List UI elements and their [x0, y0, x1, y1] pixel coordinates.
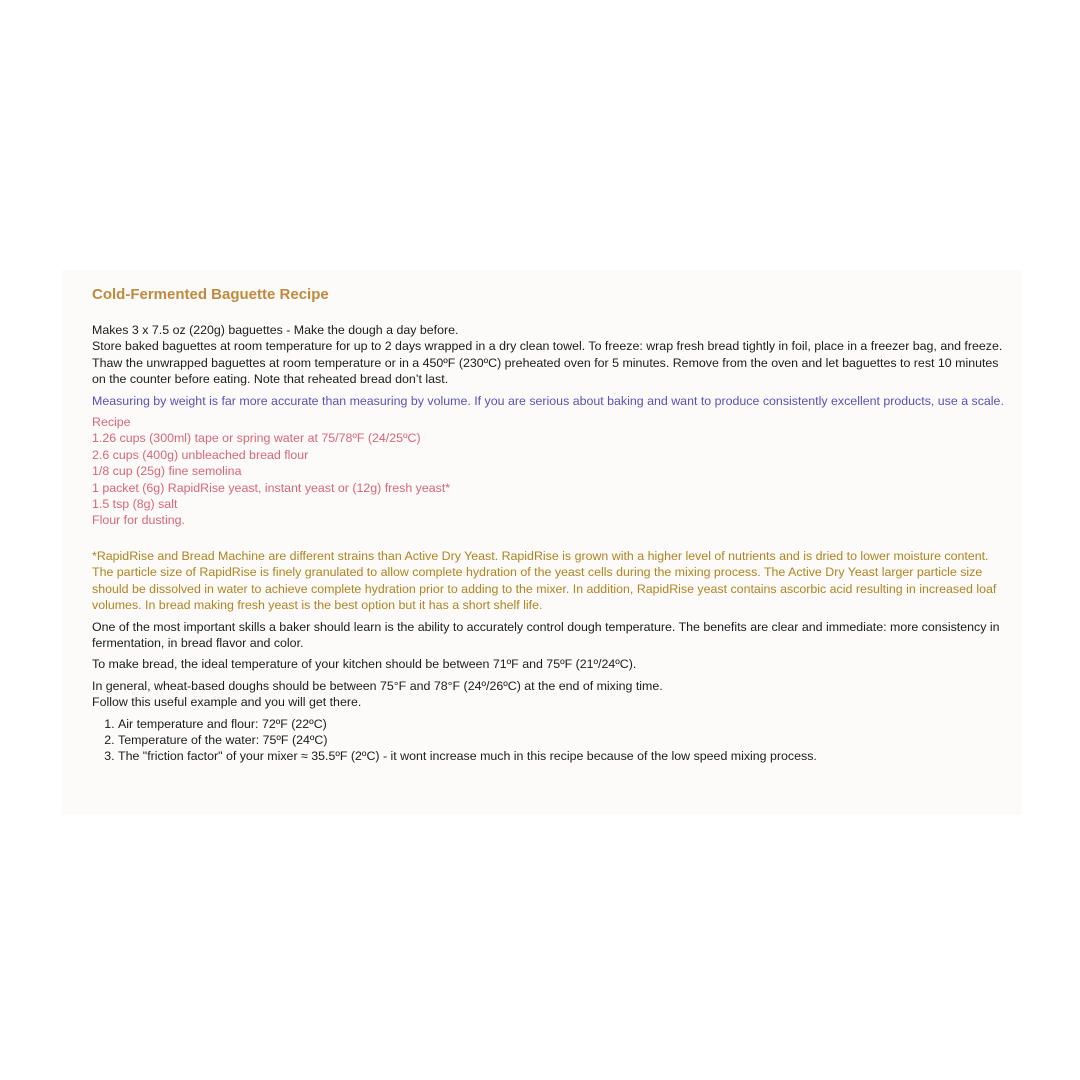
list-item: 3. The "friction factor" of your mixer ≈ 35.5ºF (2ºC) - it wont increase much in this recipe because of the low speed mixing process.	[118, 748, 1004, 764]
recipe-heading: Recipe	[92, 415, 131, 430]
follow-example-text: Follow this useful example and you will get there.	[92, 695, 362, 710]
kitchen-temperature-text: To make bread, the ideal temperature of your kitchen should be between 71ºF and 75ºF (21º/24ºC).	[92, 657, 637, 672]
recipe-card	[62, 270, 1022, 815]
list-item: 2. Temperature of the water: 75ºF (24ºC)	[118, 732, 1004, 748]
temperature-skills-text: One of the most important skills a baker should learn is the ability to accurately control dough temperature. The benefits are clear and immediate: more consistency in fermentation, in bread flavor and color.	[92, 619, 1000, 650]
storage-text: Store baked baguettes at room temperature for up to 2 days wrapped in a dry clean towel. To freeze: wrap fresh bread tightly in foil, place in a freezer bag, and freeze. Thaw the unwrapped baguettes at room temperature or in a 450ºF (230ºC) preheated oven for 5 minutes. Remove from the oven and let baguettes to rest 10 minutes on the counter before eating. Note that reheated bread don’t last.	[92, 339, 1003, 387]
page-title: Cold-Fermented Baguette Recipe	[92, 286, 329, 303]
ingredient-item: 1.5 tsp (8g) salt	[92, 497, 178, 512]
temperature-steps-list	[92, 716, 1004, 765]
ingredient-item: 1 packet (6g) RapidRise yeast, instant yeast or (12g) fresh yeast*	[92, 480, 451, 495]
ingredient-item: 1.26 cups (300ml) tape or spring water at 75/78ºF (24/25ºC)	[92, 431, 421, 446]
measuring-note: Measuring by weight is far more accurate than measuring by volume. If you are serious about baking and want to produce consistently excellent products, use a scale.	[92, 393, 1004, 408]
list-item: 1. Air temperature and flour: 72ºF (22ºC)	[118, 716, 1004, 732]
ingredient-item: 2.6 cups (400g) unbleached bread flour	[92, 447, 309, 462]
intro-section	[92, 322, 1004, 388]
ingredient-item: 1/8 cup (25g) fine semolina	[92, 464, 242, 479]
makes-text: Makes 3 x 7.5 oz (220g) baguettes - Make the dough a day before.	[92, 323, 459, 337]
dough-temperature-text: In general, wheat-based doughs should be between 75°F and 78°F (24º/26ºC) at the end of mixing time.	[92, 678, 663, 693]
ingredient-item: Flour for dusting.	[92, 513, 185, 528]
yeast-footnote: *RapidRise and Bread Machine are different strains than Active Dry Yeast. RapidRise is grown with a higher level of nutrients and is dried to lower moisture content. The particle size of RapidRise is finely granulated to allow complete hydration of the yeast cells during the mixing process. The Active Dry Yeast larger particle size should be dissolved in water to achieve complete hydration prior to adding to the mixer. In addition, RapidRise yeast contains ascorbic acid resulting in increased loaf volumes. In bread making fresh yeast is the best option but it has a short shelf life.	[92, 548, 997, 613]
ingredient-list	[92, 414, 1004, 529]
